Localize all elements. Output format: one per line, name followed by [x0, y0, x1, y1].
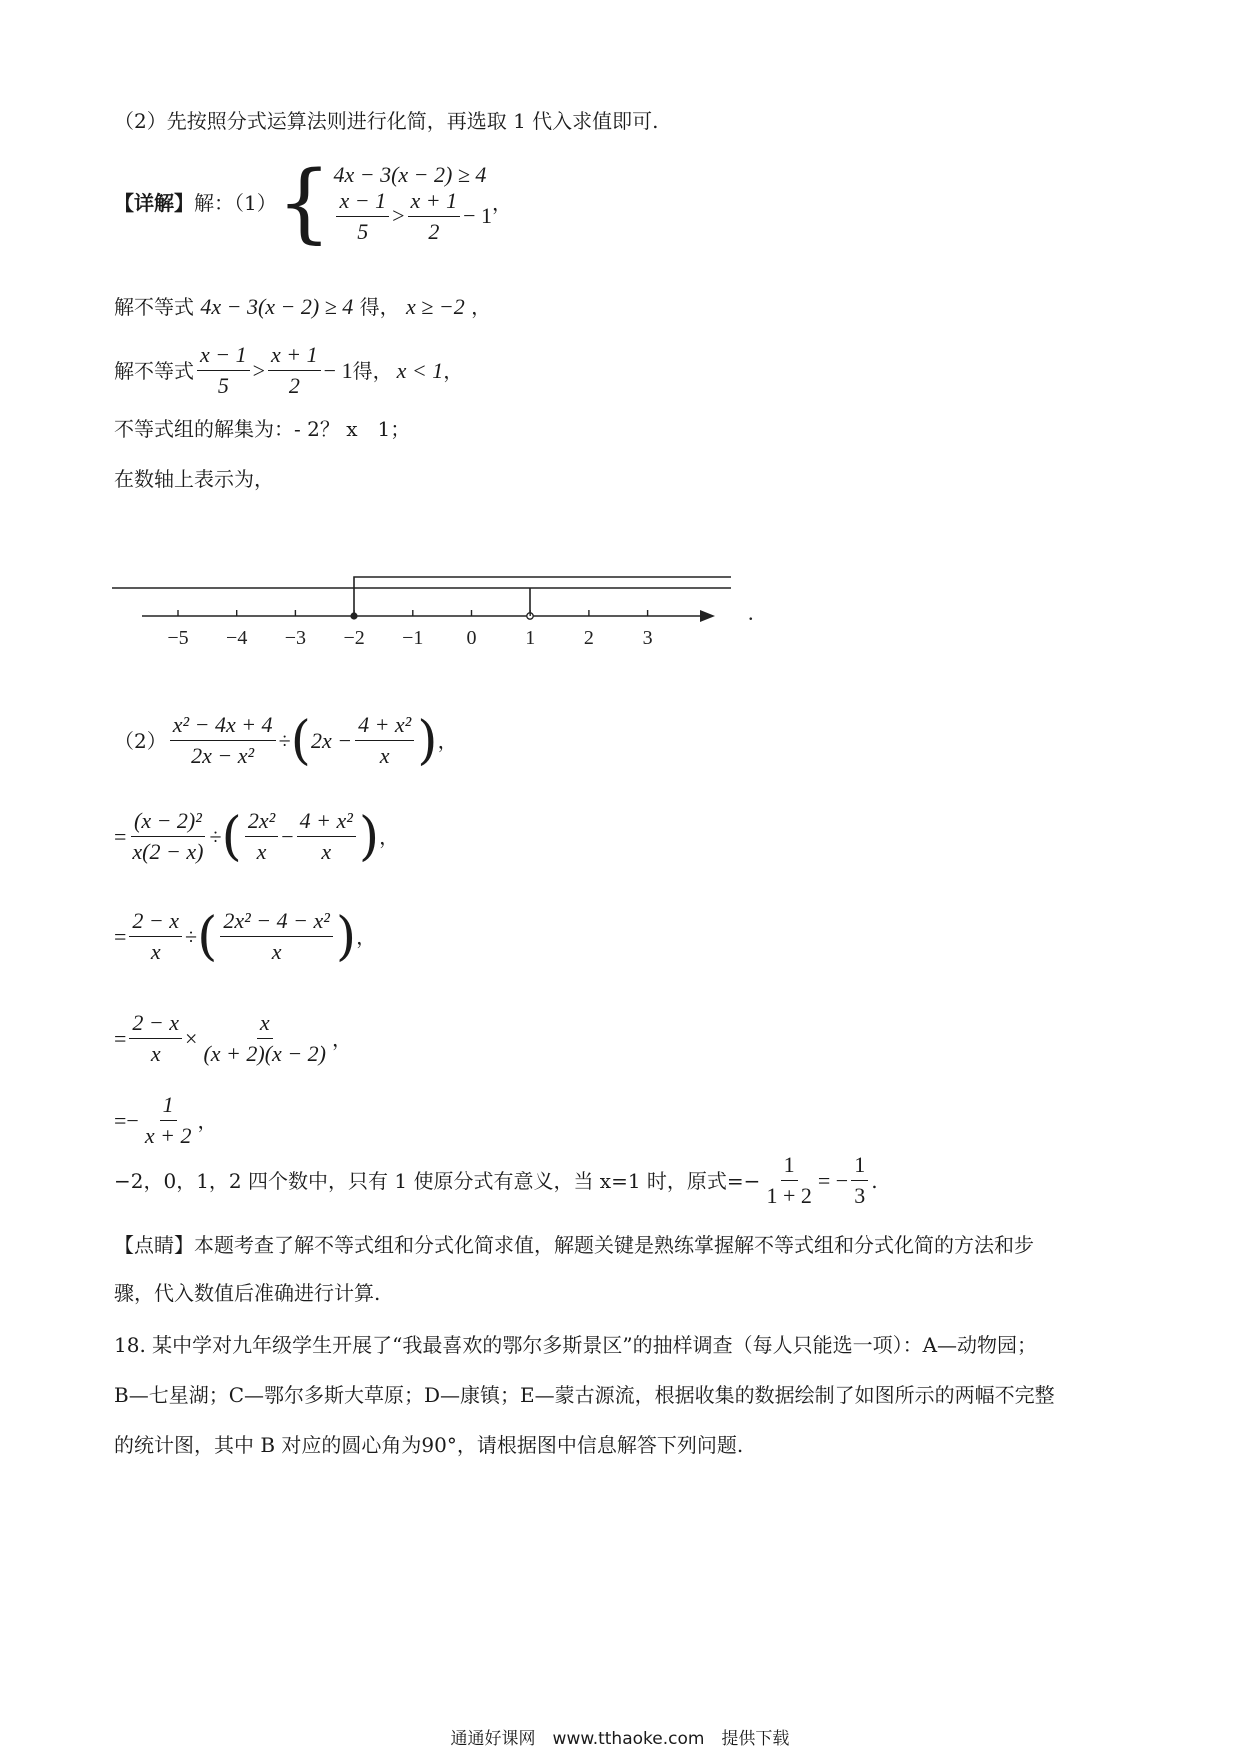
- part2-line-3: = $\frac{2 - x}{x}$ × $\frac{x}{(x + 2)(x - 2)}$ ，: [114, 1010, 352, 1066]
- number-line-caption: 在数轴上表示为，: [114, 467, 274, 491]
- comment-line-1: 【点睛】本题考查了解不等式组和分式化简求值，解题关键是熟练掌握解不等式组和分式化简的方法和步: [114, 1233, 1034, 1257]
- tick-label: −3: [284, 627, 307, 649]
- system-line-2: $\frac{x - 1}{5}$ > $\frac{x + 1}{2}$ − 1: [333, 188, 492, 245]
- part2-line-2: = $\frac{2 - x}{x}$ ÷ ( $\frac{\text{2x² − 4 − x²}}{x}$ ) ，: [114, 906, 377, 967]
- number-line-figure: [100, 560, 780, 660]
- tick-label: 0: [466, 627, 477, 649]
- part2-line-0: （2） $\frac{\text{x² − 4x + 4}}{\text{2x − x²}}$ ÷ ( 2x − $\frac{\text{4 + x²}}{x}$ ) ，: [114, 710, 458, 771]
- tick-label: 3: [642, 627, 653, 649]
- tick-label: −5: [167, 627, 189, 649]
- question-18-line-3: 的统计图，其中 B 对应的圆心角为90°，请根据图中信息解答下列问题.: [114, 1433, 744, 1457]
- tick-label: −2: [343, 627, 365, 649]
- solve-line-2: 解不等式 $\frac{x - 1}{5}$ > $\frac{x + 1}{2}$ − 1 得， x < 1 ，: [114, 342, 464, 398]
- ge-minus-two-bracket: [354, 577, 731, 616]
- final-line: −2，0，1，2 四个数中，只有 1 使原分式有意义，当 x=1 时，原式=− $\frac{1}{1 + 2}$ = − $\frac{1}{3}$ .: [114, 1152, 878, 1208]
- tick-label: 2: [583, 627, 594, 649]
- tick-label: −4: [226, 627, 248, 649]
- detail-block: 【详解】 解：（1） { 4x − 3(x − 2) ≥ 4 $\frac{x - 1}{5}$ > $\frac{x + 1}{2}$ − 1 ，: [114, 153, 513, 253]
- tick-label: 1: [525, 627, 536, 649]
- detail-tag: 【详解】: [114, 191, 194, 215]
- question-18-line-1: 18. 某中学对九年级学生开展了“我最喜欢的鄂尔多斯景区”的抽样调查（每人只能选一项）：A—动物园；: [114, 1333, 1038, 1357]
- part2-line-1: = $\frac{\text{(x − 2)²}}{x(2 - x)}$ ÷ ( $\frac{\text{2x²}}{x}$ − $\frac{\text{4 + x²}}{x}$ ) ，: [114, 806, 400, 867]
- part2-line-4: =− $\frac{1}{x + 2}$ ，: [114, 1092, 218, 1148]
- system-brace: {: [276, 153, 332, 253]
- tick-label: −1: [402, 627, 424, 649]
- intro-text: （2）先按照分式运算法则进行化简，再选取 1 代入求值即可.: [114, 109, 659, 133]
- number-line-period: .: [748, 600, 754, 625]
- solve-line-1: 解不等式 4x − 3(x − 2) ≥ 4 得， x ≥ −2 ，: [114, 294, 492, 319]
- system-line-1: 4x − 3(x − 2) ≥ 4: [333, 161, 487, 187]
- detail-label: 解：（1）: [194, 191, 277, 215]
- page-footer: 通通好课网 www.tthaoke.com 提供下载: [450, 1729, 790, 1749]
- comment-line-2: 骤，代入数值后准确进行计算.: [114, 1281, 381, 1305]
- axis-arrow: [700, 610, 715, 622]
- solution-set: 不等式组的解集为：- 2？ x 1；: [114, 417, 411, 441]
- question-18-line-2: B—七星湖；C—鄂尔多斯大草原；D—康镇；E—蒙古源流，根据收集的数据绘制了如图所示的两幅不完整: [114, 1383, 1055, 1407]
